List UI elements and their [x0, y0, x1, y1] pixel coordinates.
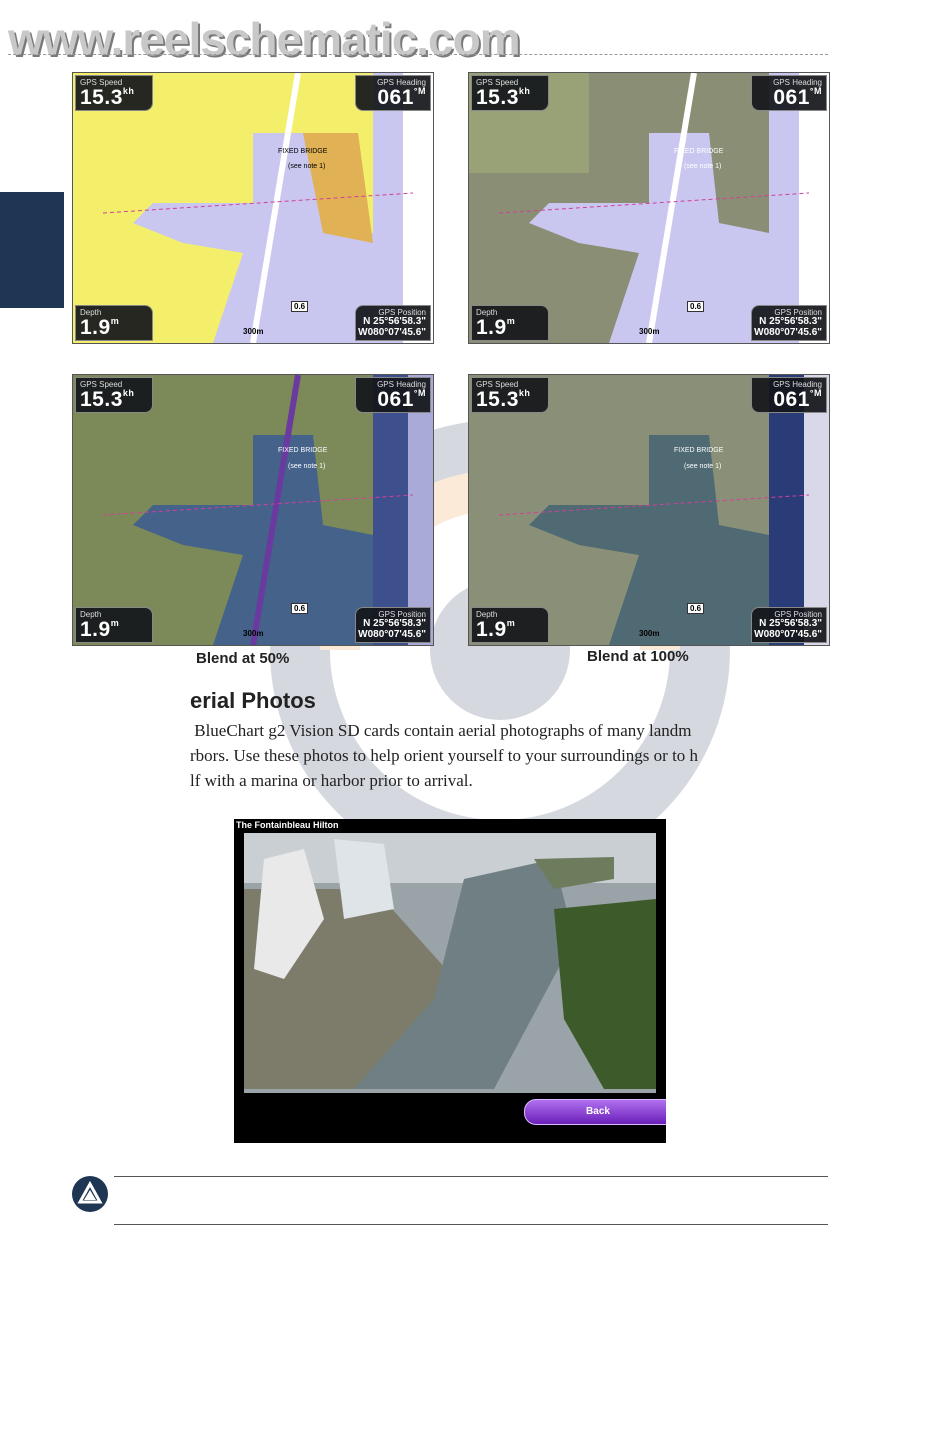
body-text [190, 718, 770, 793]
depth-panel [75, 607, 153, 643]
chart-background [469, 375, 829, 645]
gps-speed-value: $15.3^{kh}$ [476, 86, 531, 109]
gps-position-value: N 25°56'58.3" W080°07'45.6" [754, 618, 822, 640]
chart-background [73, 375, 433, 645]
gps-heading-label: GPS Heading [377, 380, 426, 389]
bridge-label: FIXED BRIDGE [278, 447, 328, 454]
gps-speed-label: GPS Speed [476, 380, 519, 389]
gps-heading-label: GPS Heading [377, 78, 426, 87]
gps-heading-panel [751, 377, 827, 413]
body-line-1: BlueChart g2 Vision SD cards contain aerial photographs of many landm [190, 721, 692, 740]
depth-label: Depth [476, 610, 498, 619]
gps-heading-value: $061^{^\circ M}$ [773, 388, 822, 411]
gps-speed-value: $15.3^{kh}$ [80, 388, 135, 411]
gps-heading-panel [355, 75, 431, 111]
gps-speed-panel [471, 75, 549, 111]
chart-map-3[interactable] [72, 374, 434, 646]
depth-box: 0.6 [291, 301, 308, 312]
depth-label: Depth [80, 610, 102, 619]
section-title: erial Photos [190, 688, 316, 713]
scale-label: 300m [243, 327, 264, 336]
gps-position-label: GPS Position [378, 610, 426, 619]
chart-background [73, 73, 433, 343]
gps-heading-value: $061^{^\circ M}$ [377, 86, 426, 109]
gps-speed-panel [75, 377, 153, 413]
note-rule-top [114, 1176, 828, 1177]
gps-heading-value: $061^{^\circ M}$ [377, 388, 426, 411]
scale-label: 300m [639, 327, 660, 336]
chart-map-2[interactable] [468, 72, 830, 344]
gps-speed-value: $15.3^{kh}$ [80, 86, 135, 109]
gps-speed-panel [75, 75, 153, 111]
chart-background [469, 73, 829, 343]
header-rule [8, 54, 828, 55]
gps-heading-label: GPS Heading [773, 78, 822, 87]
chart-map-1[interactable] [72, 72, 434, 344]
gps-position-label: GPS Position [378, 308, 426, 317]
chart-map-4[interactable] [468, 374, 830, 646]
body-line-2: rbors. Use these photos to help orient yourself to your surroundings or to h [190, 746, 699, 765]
gps-speed-label: GPS Speed [476, 78, 519, 87]
note-icon [72, 1176, 108, 1212]
gps-position-panel [355, 305, 431, 341]
depth-value: 1.9$^m$ [476, 618, 516, 641]
bridge-label: FIXED BRIDGE [278, 148, 328, 155]
gps-speed-value: $15.3^{kh}$ [476, 388, 531, 411]
caption-blend-50: Blend at 50% [196, 650, 290, 667]
gps-position-label: GPS Position [774, 308, 822, 317]
scale-label: 300m [243, 629, 264, 638]
note-label: (see note 1) [288, 163, 326, 170]
bridge-label: FIXED BRIDGE [674, 447, 724, 454]
gps-speed-label: GPS Speed [80, 380, 123, 389]
scale-label: 300m [639, 629, 660, 638]
depth-label: Depth [80, 308, 102, 317]
gps-position-value: N 25°56'58.3" W080°07'45.6" [754, 316, 822, 338]
note-label: (see note 1) [684, 463, 722, 470]
depth-value: 1.9$^m$ [80, 316, 120, 339]
depth-box: 0.6 [687, 603, 704, 614]
gps-speed-label: GPS Speed [80, 78, 123, 87]
gps-position-panel [751, 607, 827, 643]
depth-panel [75, 305, 153, 341]
gps-position-panel [751, 305, 827, 341]
aerial-photo-screen [234, 819, 666, 1143]
depth-box: 0.6 [291, 603, 308, 614]
watermark-text: www.reelschematic.com [8, 13, 520, 65]
bridge-label: FIXED BRIDGE [674, 148, 724, 155]
body-line-3: lf with a marina or harbor prior to arrival. [190, 771, 473, 790]
note-label: (see note 1) [288, 463, 326, 470]
gps-heading-panel [355, 377, 431, 413]
gps-heading-label: GPS Heading [773, 380, 822, 389]
side-tab [0, 192, 64, 308]
gps-position-label: GPS Position [774, 610, 822, 619]
gps-position-value: N 25°56'58.3" W080°07'45.6" [358, 316, 426, 338]
depth-value: 1.9$^m$ [476, 316, 516, 339]
gps-heading-value: $061^{^\circ M}$ [773, 86, 822, 109]
back-button[interactable]: Back [524, 1099, 666, 1125]
depth-panel [471, 305, 549, 341]
depth-panel [471, 607, 549, 643]
gps-position-value: N 25°56'58.3" W080°07'45.6" [358, 618, 426, 640]
aerial-photo-image [234, 819, 666, 1143]
photo-title: The Fontainbleau Hilton [236, 820, 339, 830]
depth-value: 1.9$^m$ [80, 618, 120, 641]
depth-box: 0.6 [687, 301, 704, 312]
depth-label: Depth [476, 308, 498, 317]
caption-blend-100: Blend at 100% [587, 648, 689, 665]
gps-heading-panel [751, 75, 827, 111]
gps-speed-panel [471, 377, 549, 413]
note-label: (see note 1) [684, 163, 722, 170]
gps-position-panel [355, 607, 431, 643]
note-rule-bottom [114, 1224, 828, 1225]
